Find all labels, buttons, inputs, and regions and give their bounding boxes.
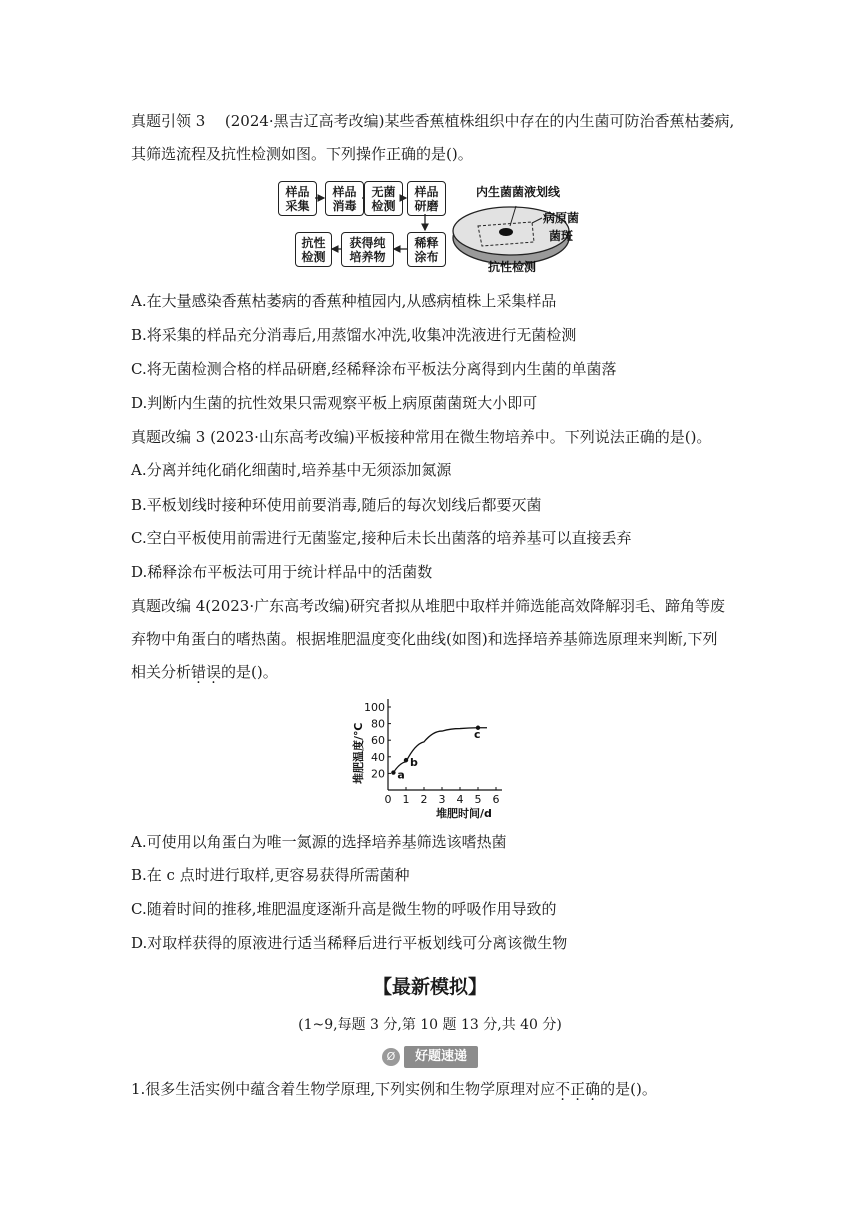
q3-option-a: A.可使用以角蛋白为唯一氮源的选择培养基筛选该嗜热菌 (131, 833, 507, 851)
q1-option-a: A.在大量感染香蕉枯萎病的香蕉种植园内,从感病植株上采集样品 (131, 292, 557, 310)
flow-step-sample-collect: 样品 采集 (278, 181, 317, 216)
q1-stem-line2: 其筛选流程及抗性检测如图。下列操作正确的是()。 (131, 145, 473, 163)
q2-option-b: B.平板划线时接种环使用前要消毒,随后的每次划线后都要灭菌 (131, 496, 542, 514)
q4-stem (131, 1078, 657, 1100)
q3-stem-line3-a: 相关分析 (131, 663, 192, 681)
chart-y-tick-label: 100 (364, 701, 385, 714)
q3-stem-line2: 弃物中角蛋白的嗜热菌。根据堆肥温度变化曲线(如图)和选择培养基筛选原理来判断,下列 (131, 630, 718, 648)
q1-option-b: B.将采集的样品充分消毒后,用蒸馏水冲洗,收集冲洗液进行无菌检测 (131, 326, 577, 344)
chart-x-tick-label: 6 (492, 793, 500, 806)
flow-step-dilute-spread: 稀释 涂布 (407, 232, 446, 267)
q3-stem-line3 (131, 661, 278, 683)
q2-option-c: C.空白平板使用前需进行无菌鉴定,接种后未长出菌落的培养基可以直接丢弃 (131, 529, 632, 547)
chart-point-b (404, 758, 408, 762)
q4-emphasis-char: 不 (555, 1080, 571, 1098)
section-score-note: (1~9,每题 3 分,第 10 题 13 分,共 40 分) (298, 1017, 562, 1033)
q4-emphasis-char: 确 (585, 1080, 601, 1098)
chart-y-tick-label: 20 (371, 767, 385, 781)
chart-x-tick-label: 2 (420, 793, 428, 806)
chart-series-line (393, 728, 487, 773)
q3-option-b: B.在 c 点时进行取样,更容易获得所需菌种 (131, 866, 410, 884)
q3-stem-line1: 真题改编 4(2023·广东高考改编)研究者拟从堆肥中取样并筛选能高效降解羽毛、蹄角等废 (131, 597, 725, 615)
q1-prefix: 真题引领 3 (131, 112, 206, 130)
good-question-badge (382, 1046, 478, 1068)
q1-source: (2024·黑吉辽高考改编) (224, 112, 385, 130)
chart-point-label-a: a (397, 768, 405, 782)
q4-stem-b: 的是()。 (600, 1080, 657, 1098)
temperature-chart (340, 695, 520, 825)
badge-circle-icon: Ø (382, 1048, 400, 1066)
chart-point-label-b: b (410, 756, 418, 770)
chart-point-label-c: c (474, 727, 481, 741)
plate-caption: 抗性检测 (488, 260, 537, 274)
chart-y-tick-label: 80 (371, 717, 385, 731)
chart-y-tick-label: 40 (371, 750, 385, 764)
q4-emphasis-char: 正 (570, 1080, 586, 1098)
q2-stem: 真题改编 3 (2023·山东高考改编)平板接种常用在微生物培养中。下列说法正确的是()。 (131, 428, 712, 446)
q1-stem-text: 某些香蕉植株组织中存在的内生菌可防治香蕉枯萎病, (384, 112, 735, 130)
q2-option-d: D.稀释涂布平板法可用于统计样品中的活菌数 (131, 563, 433, 581)
flow-step-sample-grind: 样品 研磨 (407, 181, 446, 216)
q3-stem-line3-b: 的是()。 (221, 663, 278, 681)
q1-option-c: C.将无菌检测合格的样品研磨,经稀释涂布平板法分离得到内生菌的单菌落 (131, 360, 617, 378)
q3-emphasis-char: 错 (191, 663, 207, 681)
q4-stem-a: 1.很多生活实例中蕴含着生物学原理,下列实例和生物学原理对应 (131, 1080, 556, 1098)
chart-x-tick-label: 3 (438, 793, 446, 806)
chart-x-tick-label: 1 (402, 793, 410, 806)
q1-option-d: D.判断内生菌的抗性效果只需观察平板上病原菌菌斑大小即可 (131, 394, 538, 412)
chart-x-tick-label: 0 (384, 793, 392, 806)
q3-option-c: C.随着时间的推移,堆肥温度逐渐升高是微生物的呼吸作用导致的 (131, 900, 557, 918)
flow-step-sterility-test: 无菌 检测 (364, 181, 403, 216)
flow-step-sample-disinfect: 样品 消毒 (325, 181, 364, 216)
q1-stem-line1 (131, 110, 734, 132)
chart-point-a (391, 770, 395, 774)
chart-y-tick-label: 60 (371, 734, 385, 748)
q2-option-a: A.分离并纯化硝化细菌时,培养基中无须添加氮源 (131, 461, 452, 479)
q3-option-d: D.对取样获得的原液进行适当稀释后进行平板划线可分离该微生物 (131, 934, 568, 952)
q3-emphasis-char: 误 (206, 663, 222, 681)
chart-x-label: 堆肥时间/d (436, 807, 492, 820)
plate-label-top: 内生菌菌液划线 (476, 185, 561, 199)
chart-x-tick-label: 4 (456, 793, 464, 806)
plate-label-right1: 病原菌 (543, 211, 580, 225)
chart-y-label: 堆肥温度/℃ (352, 722, 365, 784)
plate-label-right2: 菌斑 (549, 229, 574, 243)
flow-arrows (270, 176, 600, 278)
flow-step-pure-culture: 获得纯 培养物 (341, 232, 394, 267)
flow-step-resistance-test: 抗性 检测 (295, 232, 332, 267)
section-title: 【最新模拟】 (372, 976, 487, 998)
badge-label: 好题速递 (404, 1046, 478, 1068)
chart-x-tick-label: 5 (474, 793, 482, 806)
